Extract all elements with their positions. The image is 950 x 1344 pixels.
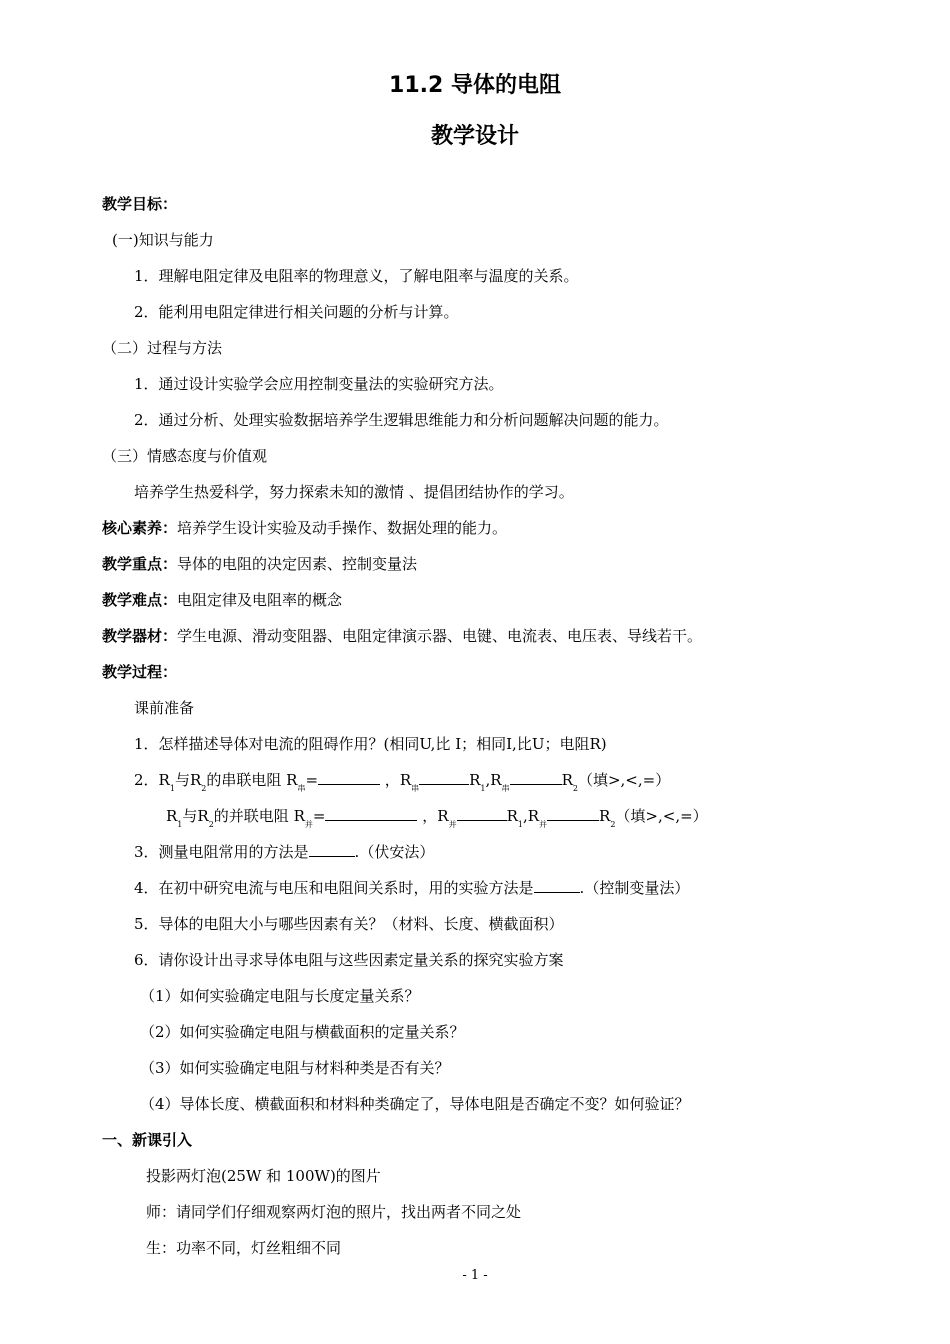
conjunction: 与	[182, 807, 198, 825]
answer-blank	[510, 770, 562, 785]
subscript: 串	[411, 784, 420, 793]
subscript: 1	[517, 820, 523, 829]
question-4-text: 4．在初中研究电流与电压和电阻间关系时，用的实验方法是	[134, 879, 534, 897]
question-1: 1．怎样描述导体对电流的阻碍作用？(相同U,比 I；相同I,比U；电阻R)	[134, 735, 607, 753]
subscript: 串	[297, 784, 306, 793]
difficulties-row	[102, 590, 342, 610]
question-6-1: （1）如何实验确定电阻与长度定量关系？	[140, 987, 420, 1005]
series-resistance-text: 的串联电阻	[206, 771, 282, 789]
intro-line-1: 投影两灯泡(25W 和 100W)的图片	[146, 1167, 381, 1185]
core-literacy-label: 核心素养：	[102, 519, 178, 537]
equipment-text: 学生电源、滑动变阻器、电阻定律演示器、电键、电流表、电压表、导线若干。	[177, 627, 703, 645]
comma: ,	[485, 771, 491, 789]
question-5: 5．导体的电阻大小与哪些因素有关？（材料、长度、横截面积）	[134, 915, 564, 933]
answer-blank	[457, 806, 507, 821]
subscript: 2	[572, 784, 578, 793]
answer-blank	[547, 806, 599, 821]
question-6-4: （4）导体长度、横截面积和材料种类确定了，导体电阻是否确定不变？如何验证？	[140, 1095, 690, 1113]
page-number: - 1 -	[462, 1268, 488, 1283]
subscript: 并	[539, 820, 548, 829]
r-symbol: R	[399, 771, 412, 789]
r-symbol: R	[506, 807, 518, 825]
subscript: 2	[208, 820, 214, 829]
objectives-sec1-item1: 1．理解电阻定律及电阻率的物理意义，了解电阻率与温度的关系。	[134, 267, 579, 285]
subscript: 2	[610, 820, 616, 829]
subscript: 2	[201, 784, 207, 793]
comma: ，	[384, 771, 400, 789]
subscript: 并	[304, 820, 313, 829]
r-symbol: R	[599, 807, 611, 825]
objectives-sec3-text: 培养学生热爱科学，努力探索未知的激情 、提倡团结协作的学习。	[134, 483, 574, 501]
r-symbol: R	[197, 807, 209, 825]
question-6-3: （3）如何实验确定电阻与材料种类是否有关？	[140, 1059, 450, 1077]
question-4-answer: .（控制变量法）	[579, 879, 690, 897]
parallel-resistance-text: 的并联电阻	[213, 807, 289, 825]
objectives-sec2-item2: 2．通过分析、处理实验数据培养学生逻辑思维能力和分析问题解决问题的能力。	[134, 411, 669, 429]
r-symbol: R	[166, 807, 178, 825]
question-2-parallel	[166, 806, 708, 829]
question-3-answer: .（伏安法）	[354, 843, 435, 861]
subscript: 1	[169, 784, 175, 793]
question-2-series	[134, 770, 670, 793]
key-points-row	[102, 554, 417, 574]
answer-blank	[534, 878, 580, 893]
equipment-label: 教学器材：	[102, 627, 178, 645]
question-4	[134, 878, 689, 898]
question-6-2: （2）如何实验确定电阻与横截面积的定量关系？	[140, 1023, 465, 1041]
subscript: 并	[448, 820, 457, 829]
comma: ,	[522, 807, 528, 825]
intro-line-3: 生：功率不同，灯丝粗细不同	[146, 1239, 342, 1257]
answer-blank	[318, 770, 380, 785]
subscript: 串	[501, 784, 510, 793]
core-literacy-text: 培养学生设计实验及动手操作、数据处理的能力。	[177, 519, 508, 537]
key-points-text: 导体的电阻的决定因素、控制变量法	[177, 555, 418, 573]
question-3-text: 3．测量电阻常用的方法是	[134, 843, 309, 861]
r-symbol: R	[469, 771, 481, 789]
r-symbol: R	[527, 807, 540, 825]
objectives-sec3-heading: （三）情感态度与价值观	[102, 447, 268, 465]
difficulties-label: 教学难点：	[102, 591, 178, 609]
objectives-sec1-heading: (一)知识与能力	[112, 231, 214, 249]
document-title: 11.2 导体的电阻	[389, 73, 561, 98]
question-6: 6．请你设计出寻求导体电阻与这些因素定量关系的探究实验方案	[134, 951, 564, 969]
core-literacy-row	[102, 518, 507, 538]
objectives-sec1-item2: 2．能利用电阻定律进行相关问题的分析与计算。	[134, 303, 459, 321]
subscript: 1	[177, 820, 183, 829]
subscript: 1	[480, 784, 486, 793]
objectives-sec2-heading: （二）过程与方法	[102, 339, 223, 357]
r-symbol: R	[437, 807, 449, 825]
intro-heading: 一、新课引入	[102, 1131, 193, 1149]
r-symbol: R	[293, 807, 305, 825]
r-symbol: R	[490, 771, 502, 789]
question-3	[134, 842, 434, 862]
document-subtitle: 教学设计	[430, 124, 519, 149]
answer-blank	[309, 842, 355, 857]
r-symbol: R	[286, 771, 298, 789]
equipment-row	[102, 626, 702, 646]
equals-sign: =	[305, 771, 319, 789]
fill-hint: （填>,<,=）	[577, 771, 671, 789]
q2-number: 2．	[134, 771, 159, 789]
r-symbol: R	[158, 771, 170, 789]
conjunction: 与	[174, 771, 190, 789]
key-points-label: 教学重点：	[102, 555, 178, 573]
fill-hint: （填>,<,=）	[615, 807, 708, 825]
intro-line-2: 师：请同学们仔细观察两灯泡的照片，找出两者不同之处	[146, 1203, 522, 1221]
answer-blank	[325, 806, 417, 821]
difficulties-text: 电阻定律及电阻率的概念	[177, 591, 343, 609]
equals-sign: =	[312, 807, 326, 825]
prep-heading: 课前准备	[134, 699, 195, 717]
answer-blank	[419, 770, 469, 785]
objectives-heading: 教学目标：	[102, 195, 178, 213]
r-symbol: R	[189, 771, 202, 789]
r-symbol: R	[561, 771, 573, 789]
process-heading: 教学过程：	[102, 663, 178, 681]
objectives-sec2-item1: 1．通过设计实验学会应用控制变量法的实验研究方法。	[134, 375, 504, 393]
comma: ，	[422, 807, 438, 825]
